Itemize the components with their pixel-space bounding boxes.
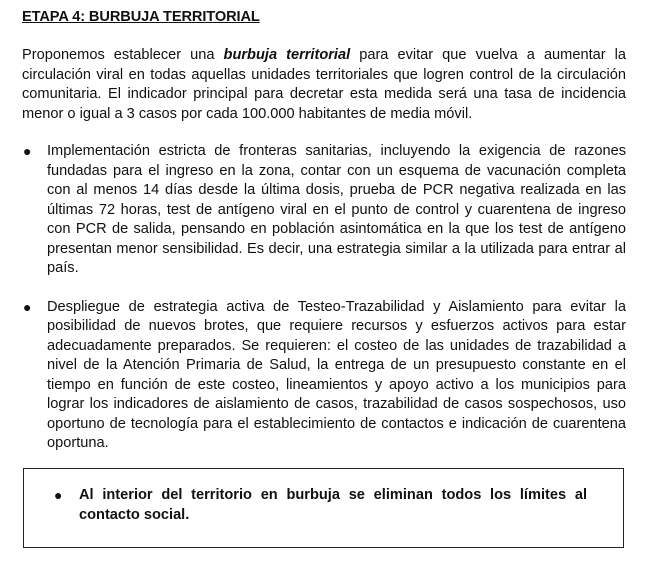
intro-emphasis: burbuja territorial: [223, 47, 351, 63]
callout-text: Al interior del territorio en burbuja se eliminan todos los límites al contacto social.: [79, 487, 587, 523]
document-page: [22, 8, 626, 473]
callout-item: [54, 485, 587, 525]
intro-text-start: Proponemos establecer una: [22, 47, 224, 63]
list-item-text: Implementación estricta de fronteras sanitarias, incluyendo la exigencia de razones fundadas para el ingreso en la zona, contar con un esquema de vacunación completa con al menos 14 días desde la última dosis, prueba de PCR negativa realizada en las últimas 72 horas, test de antígeno viral en el punto de control y cuarentena de ingreso con PCR de salida, pensando en población asintomática en la que los test de antígeno presentan menor sensibilidad. Es decir, una estrategia similar a la utilizada para entrar al país.: [47, 143, 626, 276]
intro-paragraph: [22, 46, 626, 124]
callout-box: [23, 468, 624, 548]
list-item-text: Despliegue de estrategia activa de Testeo-Trazabilidad y Aislamiento para evitar la posibilidad de nuevos brotes, que requiere recursos y esfuerzos activos para estar adecuadamente preparados. Se requieren: el costeo de las unidades de trazabilidad a nivel de la Atención Primaria de Salud, la entrega de un presupuesto constante en el tiempo en función de este costeo, lineamientos y apoyo activo a los municipios para lograr los indicadores de aislamiento de casos, trazabilidad de casos sospechosos, uso oportuno de tecnología para el establecimiento de contactos e indicación de cuarentena oportuna.: [47, 298, 626, 451]
bullet-icon: ●: [23, 143, 32, 159]
bullet-icon: ●: [54, 487, 63, 503]
list-item: [22, 298, 626, 454]
bullet-icon: ●: [23, 298, 32, 315]
list-item: [22, 142, 626, 279]
intro-text-end: para evitar que vuelva a aumentar la circulación viral en todas aquellas unidades territoriales que logren control de la circulación comunitaria. El indicador principal para decretar esta medida será una tasa de incidencia menor o igual a 3 casos por cada 100.000 habitantes de media móvil.: [22, 47, 626, 122]
section-heading: ETAPA 4: BURBUJA TERRITORIAL: [22, 9, 260, 25]
bullet-list: [22, 142, 626, 454]
